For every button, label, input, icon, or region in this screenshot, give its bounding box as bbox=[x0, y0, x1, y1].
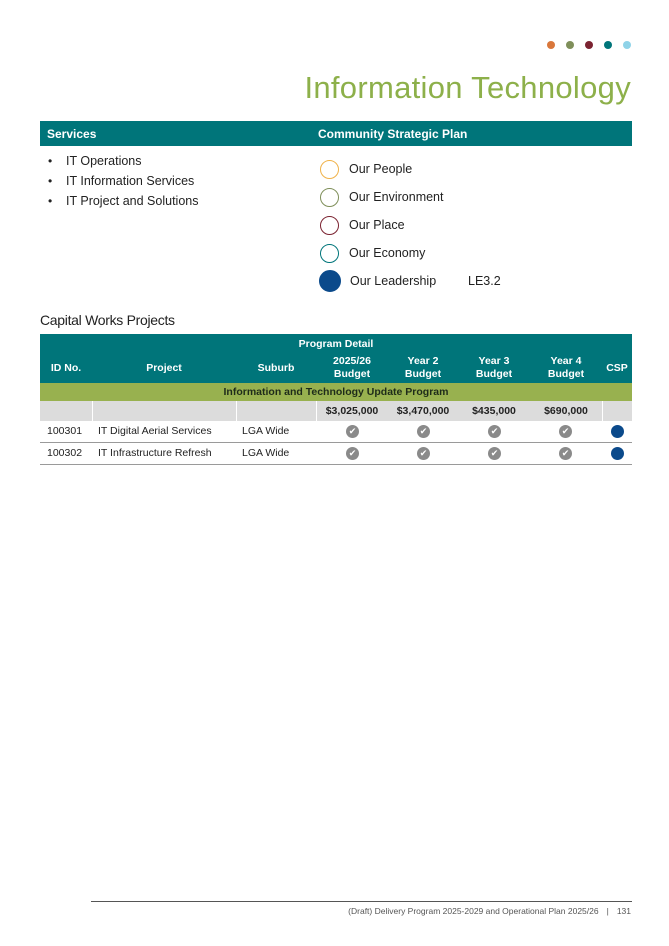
services-list bbox=[48, 151, 198, 211]
check-icon: ✔ bbox=[346, 447, 359, 460]
totals-row bbox=[40, 401, 632, 421]
service-item: • IT Information Services bbox=[48, 174, 195, 188]
col-csp: CSP bbox=[606, 362, 628, 374]
total-year2: $3,470,000 bbox=[396, 405, 450, 417]
program-band: Information and Technology Update Program bbox=[40, 383, 632, 401]
csp-leadership-dot-icon bbox=[611, 425, 624, 438]
dot-teal-icon bbox=[604, 41, 612, 49]
check-icon: ✔ bbox=[488, 447, 501, 460]
capital-works-table bbox=[40, 334, 632, 465]
row-suburb: LGA Wide bbox=[242, 425, 290, 437]
circle-filled-icon bbox=[319, 270, 341, 292]
csp-item-leadership: Our Leadership LE3.2 bbox=[320, 267, 443, 295]
check-icon: ✔ bbox=[559, 447, 572, 460]
service-item: • IT Operations bbox=[48, 154, 142, 168]
footer-text: (Draft) Delivery Program 2025-2029 and Operational Plan 2025/26 bbox=[348, 906, 599, 916]
col-id: ID No. bbox=[50, 362, 82, 374]
check-icon: ✔ bbox=[488, 425, 501, 438]
csp-header: Community Strategic Plan bbox=[318, 127, 468, 141]
row-project: IT Infrastructure Refresh bbox=[98, 447, 212, 459]
table-row bbox=[40, 421, 632, 443]
row-id: 100301 bbox=[47, 425, 83, 437]
check-icon: ✔ bbox=[559, 425, 572, 438]
footer-separator: | bbox=[606, 906, 609, 916]
table-header bbox=[40, 334, 632, 383]
total-year4: $690,000 bbox=[544, 405, 588, 417]
circle-outline-icon bbox=[320, 216, 339, 235]
check-icon: ✔ bbox=[417, 425, 430, 438]
csp-leadership-dot-icon bbox=[611, 447, 624, 460]
circle-outline-icon bbox=[320, 244, 339, 263]
col-project: Project bbox=[146, 362, 182, 374]
row-id: 100302 bbox=[47, 447, 83, 459]
footer bbox=[348, 906, 631, 916]
check-icon: ✔ bbox=[346, 425, 359, 438]
row-project: IT Digital Aerial Services bbox=[98, 425, 212, 437]
csp-item-people: Our People bbox=[320, 155, 443, 183]
section-title: Capital Works Projects bbox=[40, 312, 175, 328]
services-header: Services bbox=[47, 127, 97, 141]
page-title: Information Technology bbox=[304, 70, 631, 105]
col-suburb: Suburb bbox=[257, 362, 295, 374]
csp-code: LE3.2 bbox=[468, 274, 501, 288]
decorative-dots bbox=[547, 41, 631, 49]
footer-divider bbox=[91, 901, 632, 902]
row-suburb: LGA Wide bbox=[242, 447, 290, 459]
total-year3: $435,000 bbox=[472, 405, 516, 417]
col-year3: Year 3 Budget bbox=[475, 355, 513, 380]
dot-orange-icon bbox=[547, 41, 555, 49]
check-icon: ✔ bbox=[417, 447, 430, 460]
csp-list bbox=[320, 155, 501, 295]
col-year4: Year 4 Budget bbox=[547, 355, 585, 380]
dot-lightblue-icon bbox=[623, 41, 631, 49]
csp-item-place: Our Place bbox=[320, 211, 443, 239]
program-detail-header: Program Detail bbox=[298, 338, 374, 350]
service-item: • IT Project and Solutions bbox=[48, 194, 199, 208]
csp-item-environment: Our Environment bbox=[320, 183, 443, 211]
dot-olive-icon bbox=[566, 41, 574, 49]
page-number: 131 bbox=[616, 906, 631, 916]
csp-item-economy: Our Economy bbox=[320, 239, 443, 267]
table-row bbox=[40, 443, 632, 465]
circle-outline-icon bbox=[320, 160, 339, 179]
col-year2: Year 2 Budget bbox=[404, 355, 442, 380]
dot-maroon-icon bbox=[585, 41, 593, 49]
col-year1: 2025/26 Budget bbox=[333, 355, 371, 380]
circle-outline-icon bbox=[320, 188, 339, 207]
total-year1: $3,025,000 bbox=[325, 405, 379, 417]
services-csp-header bbox=[40, 121, 632, 146]
